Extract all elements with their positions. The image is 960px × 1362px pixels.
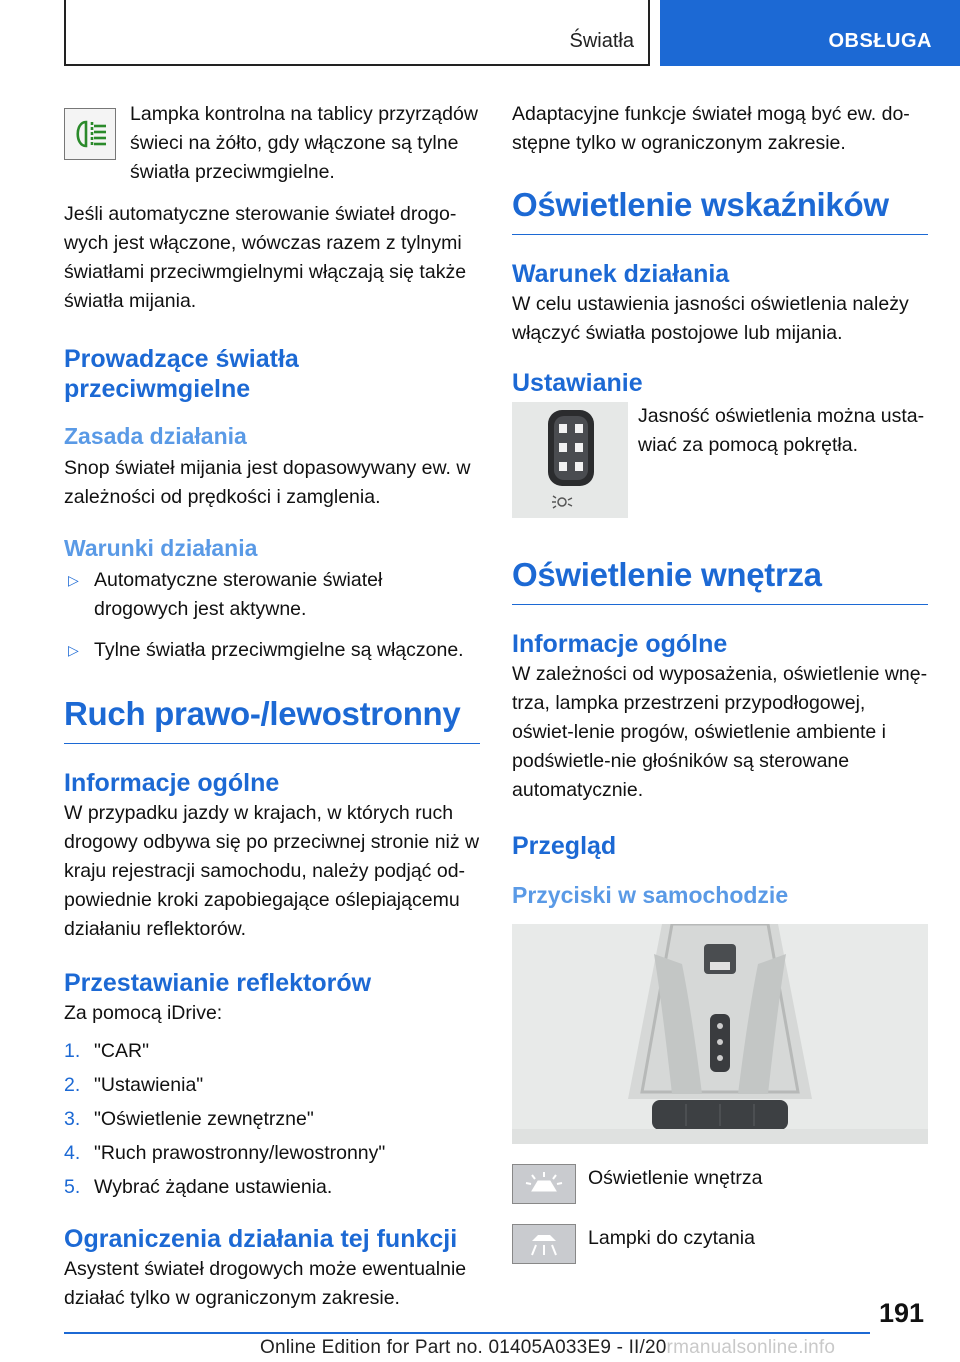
limits-heading: Ograniczenia działania tej funkcji [64,1225,458,1253]
list-item: 4. "Ruch prawostronny/lewostronny" [64,1142,386,1164]
list-item: 5. Wybrać żądane ustawienia. [64,1176,333,1198]
general-heading-left: Informacje ogólne [64,769,280,797]
conditions-heading: Warunki działania [64,535,258,561]
general-heading-right: Informacje ogólne [512,630,728,658]
reading-light-row [512,1224,928,1264]
principle-heading: Zasada działania [64,423,247,449]
traffic-heading: Ruch prawo-/lewostronny [64,695,480,744]
setting-heading: Ustawianie [512,369,643,397]
dimmer-wheel-image [512,402,628,518]
interior-light-icon[interactable] [512,1164,576,1204]
list-item: 1. "CAR" [64,1040,150,1062]
adjust-intro: Za pomocą iDrive: [64,1002,223,1024]
reading-light-label: Lampki do czytania [588,1227,755,1249]
interior-light-label: Oświetlenie wnętrza [588,1167,763,1189]
general-text-left: W przypadku jazdy w krajach, w których ruch drogowy odbywa się po przeciwnej stronie niż w kraju rejestracji samochodu, należy podjąć od-powiednie kroki zapobiegające oślepiającemu działaniu reflektorów. [64,802,480,940]
interior-light-row [512,1164,928,1204]
bullet-triangle-icon: ▷ [68,642,79,658]
setting-text: Jasność oświetlenia można usta-wiać za pomocą pokrętła. [638,405,925,456]
adaptive-text: Adaptacyjne funkcje świateł mogą być ew. do-stępne tylko w ograniczonym zakresie. [512,103,910,154]
chapter-tab[interactable] [660,0,960,66]
limits-text: Asystent świateł drogowych może ewentualnie działać tylko w ograniczonym zakresie. [64,1258,467,1309]
roof-console-image [512,924,928,1144]
right-column [512,100,928,1264]
section-title: Światła [569,30,634,52]
header-box [64,0,650,66]
leading-fog-heading: Prowadzące światła przeciwmgielne [64,345,299,403]
interior-lighting-heading: Oświetlenie wnętrza [512,556,928,605]
footer-divider [64,1332,870,1334]
list-item: ▷ Automatyczne sterowanie świateł drogowych jest aktywne. [64,566,480,624]
instrument-lighting-heading: Oświetlenie wskaźników [512,186,928,235]
list-item: 3. "Oświetlenie zewnętrzne" [64,1108,314,1130]
page-number: 191 [878,1298,924,1328]
reading-light-icon[interactable] [512,1224,576,1264]
overview-heading: Przegląd [512,832,617,860]
footer-edition: Online Edition for Part no. 01405A033E9 - II/20rmanualsonline.info [260,1337,836,1358]
chapter-label: OBSŁUGA [828,30,932,52]
rear-fog-light-icon [64,108,116,160]
precondition-text: W celu ustawienia jasności oświetlenia należy włączyć światła postojowe lub mijania. [512,293,909,344]
watermark: rmanualsonline.info [666,1337,836,1358]
principle-text: Snop świateł mijania jest dopasowywany ew. w zależności od prędkości i zamglenia. [64,457,471,508]
fog-indicator-row [64,100,480,187]
general-text-right: W zależności od wyposażenia, oświetlenie wnę-trza, lampka przestrzeni przypodłogowej, oświet-lenie progów, oświetlenie ambiente i podświetle-nie głośników są sterowane automatycznie. [512,663,928,801]
buttons-heading: Przyciski w samochodzie [512,882,789,908]
bullet-triangle-icon: ▷ [68,572,79,588]
conditions-list [64,566,480,665]
dimmer-row [512,402,928,518]
adjust-heading: Przestawianie reflektorów [64,969,372,997]
auto-headlight-text: Jeśli automatyczne sterowanie świateł drogo-wych jest włączone, wówczas razem z tylnymi światłami przeciwmgielnymi włączają się także światła mijania. [64,203,467,312]
indicator-text: Lampka kontrolna na tablicy przyrządów świeci na żółto, gdy włączone są tylne światła przeciwmgielne. [130,103,478,183]
list-item: 2. "Ustawienia" [64,1074,204,1096]
precondition-heading: Warunek działania [512,260,730,288]
steps-list [64,1037,480,1202]
list-item: ▷ Tylne światła przeciwmgielne są włączone. [64,636,480,665]
left-column [64,100,480,1313]
